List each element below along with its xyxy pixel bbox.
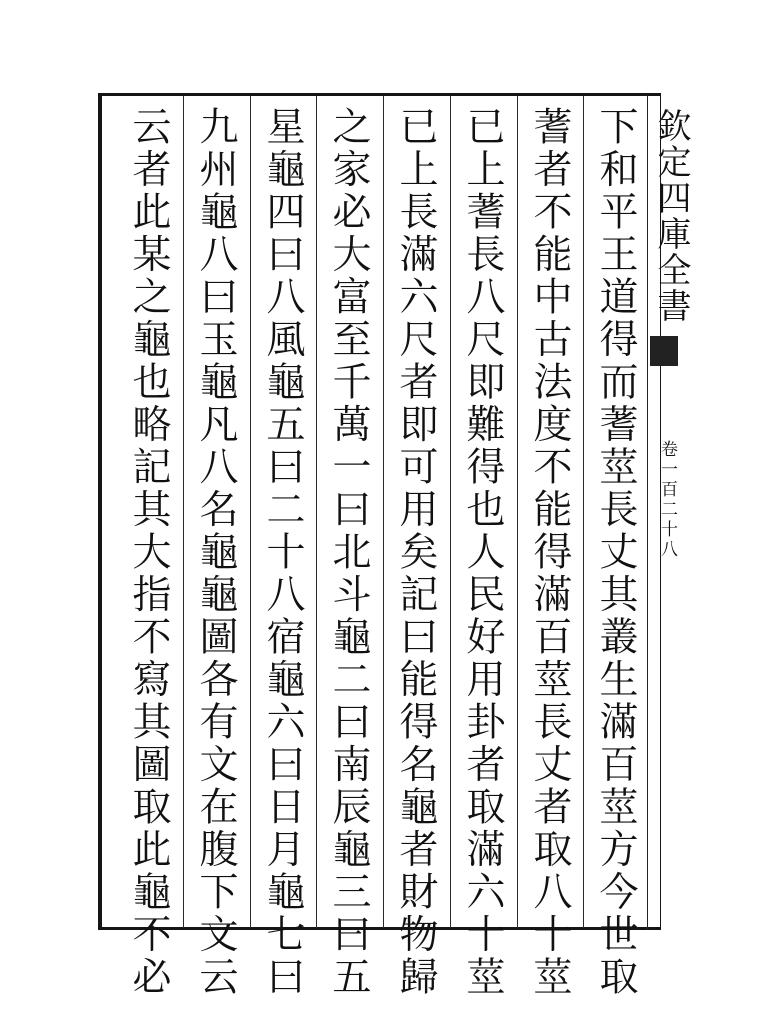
column-rule	[316, 96, 317, 928]
column-rule	[250, 96, 251, 928]
column-rule	[383, 96, 384, 928]
text-column-7: 九州龜八曰玉龜凡八名龜龜圖各有文在腹下文云	[193, 106, 238, 999]
text-column-2: 蓍者不能中古法度不能得滿百莖長丈者取八十莖	[527, 106, 572, 999]
volume-label: 卷一百二十八	[657, 440, 677, 560]
text-column-4: 已上長滿六尺者即可用矣記曰能得名龜者財物歸	[393, 106, 438, 999]
text-column-5: 之家必大富至千萬一曰北斗龜二曰南辰龜三曰五	[326, 106, 371, 999]
column-rule	[183, 96, 184, 928]
fishtail-mark	[650, 336, 678, 366]
column-rule	[583, 96, 584, 928]
text-column-3: 已上蓍長八尺即難得也人民好用卦者取滿六十莖	[460, 106, 505, 999]
book-title: 欽定四庫全書	[651, 108, 691, 324]
column-rule	[517, 96, 518, 928]
text-column-6: 星龜四曰八風龜五曰二十八宿龜六曰日月龜七曰	[260, 106, 305, 999]
text-column-8: 云者此某之龜也略記其大指不寫其圖取此龜不必	[126, 106, 171, 999]
text-column-1: 下和平王道得而蓍莖長丈其叢生滿百莖方今世取	[593, 106, 638, 999]
column-rule	[450, 96, 451, 928]
